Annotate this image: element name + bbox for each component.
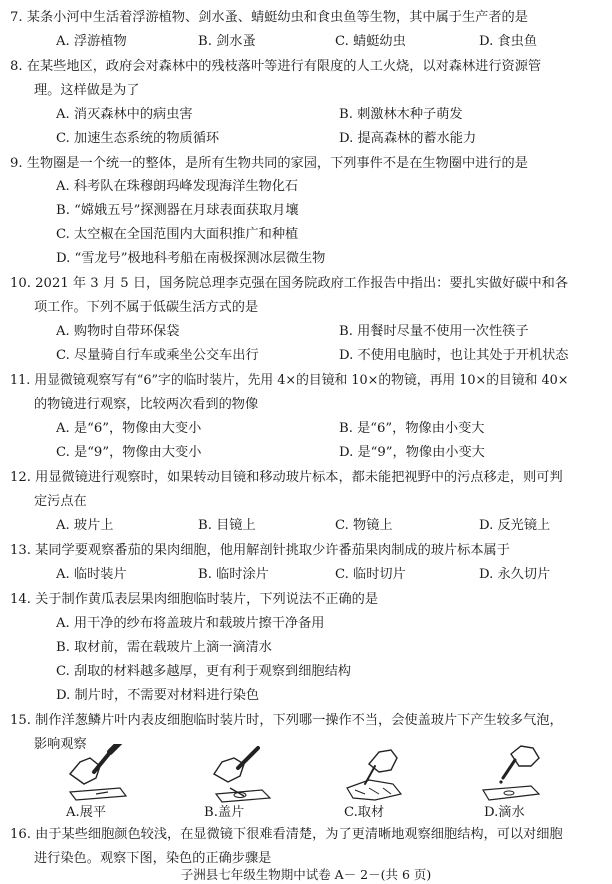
figure-label-drip-water: D.滴水 bbox=[484, 805, 525, 820]
q14-stem: 14. 关于制作黄瓜表层果肉细胞临时装片，下列说法不正确的是 bbox=[10, 592, 379, 607]
figure-take-material bbox=[335, 744, 425, 804]
q8-option-d: D. 提高森林的蓄水能力 bbox=[339, 131, 477, 146]
q12-option-b: B. 目镜上 bbox=[198, 518, 256, 533]
q12-stem-line1: 12. 用显微镜进行观察时，如果转动目镜和移动玻片标本，都未能把视野中的污点移走，则可判 bbox=[10, 470, 563, 485]
q11-stem-line2: 的物镜进行观察，比较两次看到的物像 bbox=[34, 397, 259, 412]
q14-option-c: C. 刮取的材料越多越厚，更有利于观察到细胞结构 bbox=[56, 664, 351, 679]
q8-option-c: C. 加速生态系统的物质循环 bbox=[56, 131, 220, 146]
q10-option-c: C. 尽量骑自行车或乘坐公交车出行 bbox=[56, 348, 259, 363]
figure-label-flatten: A.展平 bbox=[66, 805, 107, 820]
q8-stem-line1: 8. 在某些地区，政府会对森林中的残枝落叶等进行有限度的人工火烧，以对森林进行资源管 bbox=[10, 59, 542, 74]
q7-option-d: D. 食虫鱼 bbox=[479, 34, 538, 49]
q12-stem-line2: 定污点在 bbox=[34, 494, 87, 509]
q14-option-b: B. 取材前，需在载玻片上滴一滴清水 bbox=[56, 640, 272, 655]
q12-option-a: A. 玻片上 bbox=[56, 518, 114, 533]
q13-option-d: D. 永久切片 bbox=[479, 567, 551, 582]
q16-stem-line2: 进行染色。观察下图，染色的正确步骤是 bbox=[34, 851, 272, 866]
q9-option-c: C. 太空椒在全国范围内大面积推广和种植 bbox=[56, 227, 299, 242]
q16-stem-line1: 16. 由于某些细胞颜色较浅，在显微镜下很难看清楚，为了更清晰地观察细胞结构，可以对细胞 bbox=[10, 827, 563, 842]
q9-option-a: A. 科考队在珠穆朗玛峰发现海洋生物化石 bbox=[56, 179, 299, 194]
q10-stem-line1: 10. 2021 年 3 月 5 日，国务院总理李克强在国务院政府工作报告中指出：要扎实做好碳中和各 bbox=[10, 276, 569, 291]
q15-stem-line1: 15. 制作洋葱鳞片叶内表皮细胞临时装片时，下列哪一操作不当，会使盖玻片下产生较多气泡， bbox=[10, 713, 563, 728]
q8-stem-line2: 理。这样做是为了 bbox=[34, 83, 140, 98]
figure-flatten bbox=[60, 744, 150, 804]
q13-option-c: C. 临时切片 bbox=[335, 567, 406, 582]
figure-label-cover-slip: B.盖片 bbox=[204, 805, 245, 820]
q11-option-b: B. 是“6”，物像由小变大 bbox=[339, 421, 485, 436]
q13-option-b: B. 临时涂片 bbox=[198, 567, 269, 582]
q13-stem: 13. 某同学要观察番茄的果肉细胞，他用解剖针挑取少许番茄果肉制成的玻片标本属于 bbox=[10, 543, 510, 558]
q11-stem-line1: 11. 用显微镜观察写有“6”字的临时装片，先用 4×的目镜和 10×的物镜，再用 10×的目镜和 40× bbox=[10, 373, 569, 388]
page-footer: 子洲县七年级生物期中试卷 A－ 2－(共 6 页) bbox=[180, 867, 432, 882]
q10-stem-line2: 项工作。下列不属于低碳生活方式的是 bbox=[34, 300, 259, 315]
q7-option-b: B. 剑水蚤 bbox=[198, 34, 256, 49]
figure-drip-water bbox=[475, 744, 565, 804]
q9-stem: 9. 生物圈是一个统一的整体，是所有生物共同的家园，下列事件不是在生物圈中进行的是 bbox=[10, 156, 528, 171]
q13-option-a: A. 临时装片 bbox=[56, 567, 127, 582]
q11-option-c: C. 是“9”，物像由大变小 bbox=[56, 445, 202, 460]
q8-option-b: B. 刺激林木种子萌发 bbox=[339, 107, 463, 122]
q14-option-a: A. 用干净的纱布将盖玻片和载玻片擦干净备用 bbox=[56, 616, 325, 631]
figure-label-take-material: C.取材 bbox=[344, 805, 385, 820]
q11-option-d: D. 是“9”，物像由小变大 bbox=[339, 445, 485, 460]
q9-option-d: D. “雪龙号”极地科考船在南极探测冰层微生物 bbox=[56, 251, 326, 266]
q15-stem-line2: 影响观察 bbox=[34, 737, 87, 752]
q7-option-c: C. 蜻蜓幼虫 bbox=[335, 34, 406, 49]
q10-option-b: B. 用餐时尽量不使用一次性筷子 bbox=[339, 324, 529, 339]
q10-option-d: D. 不使用电脑时，也让其处于开机状态 bbox=[339, 348, 569, 363]
q10-option-a: A. 购物时自带环保袋 bbox=[56, 324, 180, 339]
q7-option-a: A. 浮游植物 bbox=[56, 34, 127, 49]
q12-option-d: D. 反光镜上 bbox=[479, 518, 551, 533]
figure-cover-slip bbox=[200, 744, 290, 804]
q8-option-a: A. 消灭森林中的病虫害 bbox=[56, 107, 193, 122]
q7-stem: 7. 某条小河中生活着浮游植物、剑水蚤、蜻蜓幼虫和食虫鱼等生物，其中属于生产者的是 bbox=[10, 10, 528, 25]
q11-option-a: A. 是“6”，物像由大变小 bbox=[56, 421, 202, 436]
q12-option-c: C. 物镜上 bbox=[335, 518, 393, 533]
q14-option-d: D. 制片时，不需要对材料进行染色 bbox=[56, 688, 260, 703]
q9-option-b: B. “嫦娥五号”探测器在月球表面获取月壤 bbox=[56, 203, 299, 218]
